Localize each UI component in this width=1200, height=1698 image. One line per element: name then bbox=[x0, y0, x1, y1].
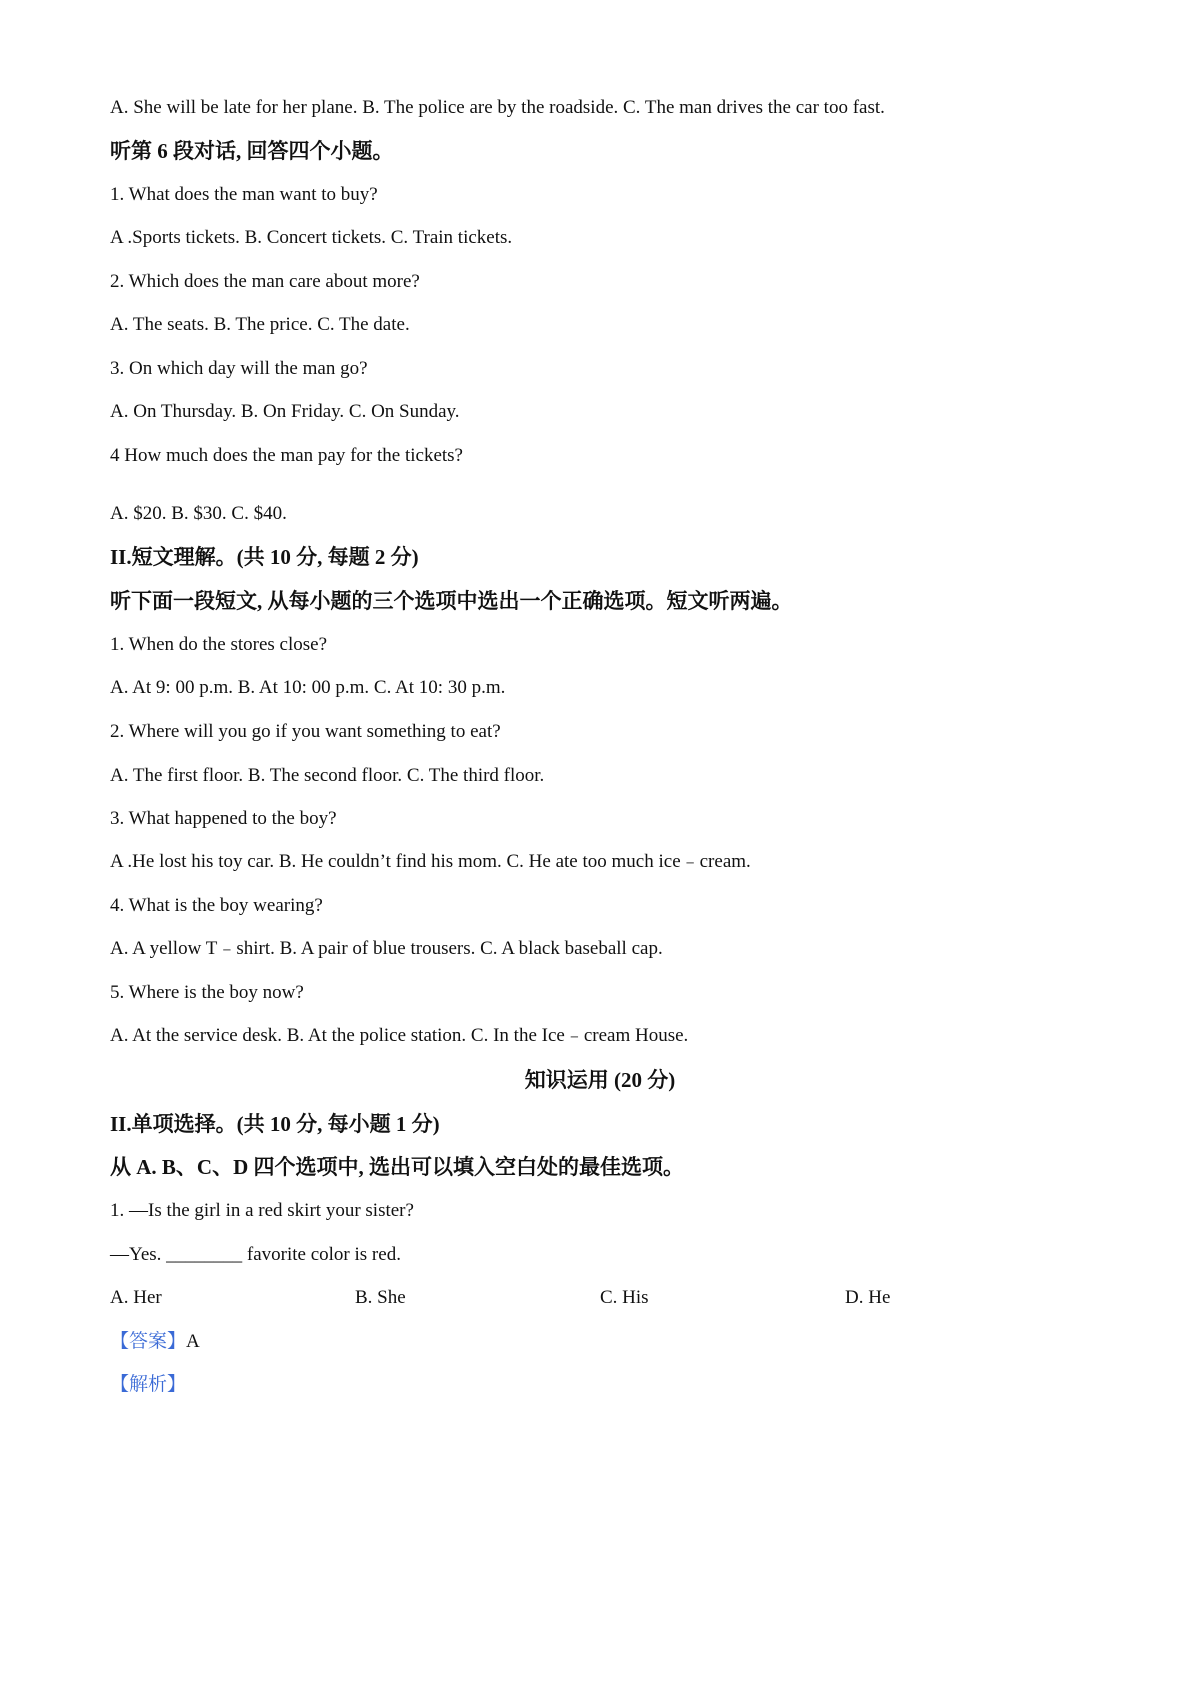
answer-value: A bbox=[186, 1331, 200, 1352]
section-heading-single-choice: II.单项选择。(共 10 分, 每小题 1 分) bbox=[110, 1112, 440, 1136]
question-text: 2. Which does the man care about more? bbox=[110, 271, 420, 292]
section-instruction-passage: 听下面一段短文, 从每小题的三个选项中选出一个正确选项。短文听两遍。 bbox=[110, 589, 793, 613]
prev-question-options: A. She will be late for her plane. B. The police are by the roadside. C. The man drives the car too fast. bbox=[110, 97, 885, 118]
part-title-knowledge: 知识运用 (20 分) bbox=[524, 1068, 676, 1092]
question-text: 2. Where will you go if you want something to eat? bbox=[110, 721, 501, 742]
question-options: A. The first floor. B. The second floor. C. The third floor. bbox=[110, 765, 545, 786]
option-d: D. He bbox=[845, 1287, 891, 1308]
question-text: 4. What is the boy wearing? bbox=[110, 895, 323, 916]
section-heading-passage: II.短文理解。(共 10 分, 每题 2 分) bbox=[110, 545, 419, 569]
question-text: —Yes. ________ favorite color is red. bbox=[110, 1244, 401, 1265]
answer-line bbox=[110, 1330, 1090, 1354]
section-instruction-dialogue-6: 听第 6 段对话, 回答四个小题。 bbox=[110, 139, 394, 163]
question-options: A. The seats. B. The price. C. The date. bbox=[110, 314, 410, 335]
choice-options-row bbox=[110, 1286, 1090, 1310]
question-text: 5. Where is the boy now? bbox=[110, 982, 304, 1003]
question-options: A. A yellow T﹣shirt. B. A pair of blue trousers. C. A black baseball cap. bbox=[110, 938, 663, 959]
analysis-line bbox=[110, 1373, 1090, 1397]
question-options: A .He lost his toy car. B. He couldn’t find his mom. C. He ate too much ice﹣cream. bbox=[110, 851, 751, 872]
option-b: B. She bbox=[355, 1287, 406, 1308]
option-a: A. Her bbox=[110, 1287, 162, 1308]
question-text: 1. —Is the girl in a red skirt your sister? bbox=[110, 1200, 414, 1221]
section-instruction-single-choice: 从 A. B、C、D 四个选项中, 选出可以填入空白处的最佳选项。 bbox=[110, 1155, 685, 1179]
question-options: A. $20. B. $30. C. $40. bbox=[110, 503, 287, 524]
question-text: 4 How much does the man pay for the tickets? bbox=[110, 445, 463, 466]
question-options: A. At the service desk. B. At the police station. C. In the Ice﹣cream House. bbox=[110, 1025, 689, 1046]
answer-tag: 【答案】 bbox=[110, 1331, 187, 1352]
option-c: C. His bbox=[600, 1287, 649, 1308]
question-text: 3. What happened to the boy? bbox=[110, 808, 337, 829]
question-text: 1. What does the man want to buy? bbox=[110, 184, 378, 205]
question-text: 3. On which day will the man go? bbox=[110, 358, 368, 379]
question-options: A .Sports tickets. B. Concert tickets. C. Train tickets. bbox=[110, 227, 513, 248]
question-text: 1. When do the stores close? bbox=[110, 634, 328, 655]
question-options: A. On Thursday. B. On Friday. C. On Sunday. bbox=[110, 401, 460, 422]
question-options: A. At 9: 00 p.m. B. At 10: 00 p.m. C. At 10: 30 p.m. bbox=[110, 677, 506, 698]
analysis-tag: 【解析】 bbox=[110, 1374, 187, 1395]
